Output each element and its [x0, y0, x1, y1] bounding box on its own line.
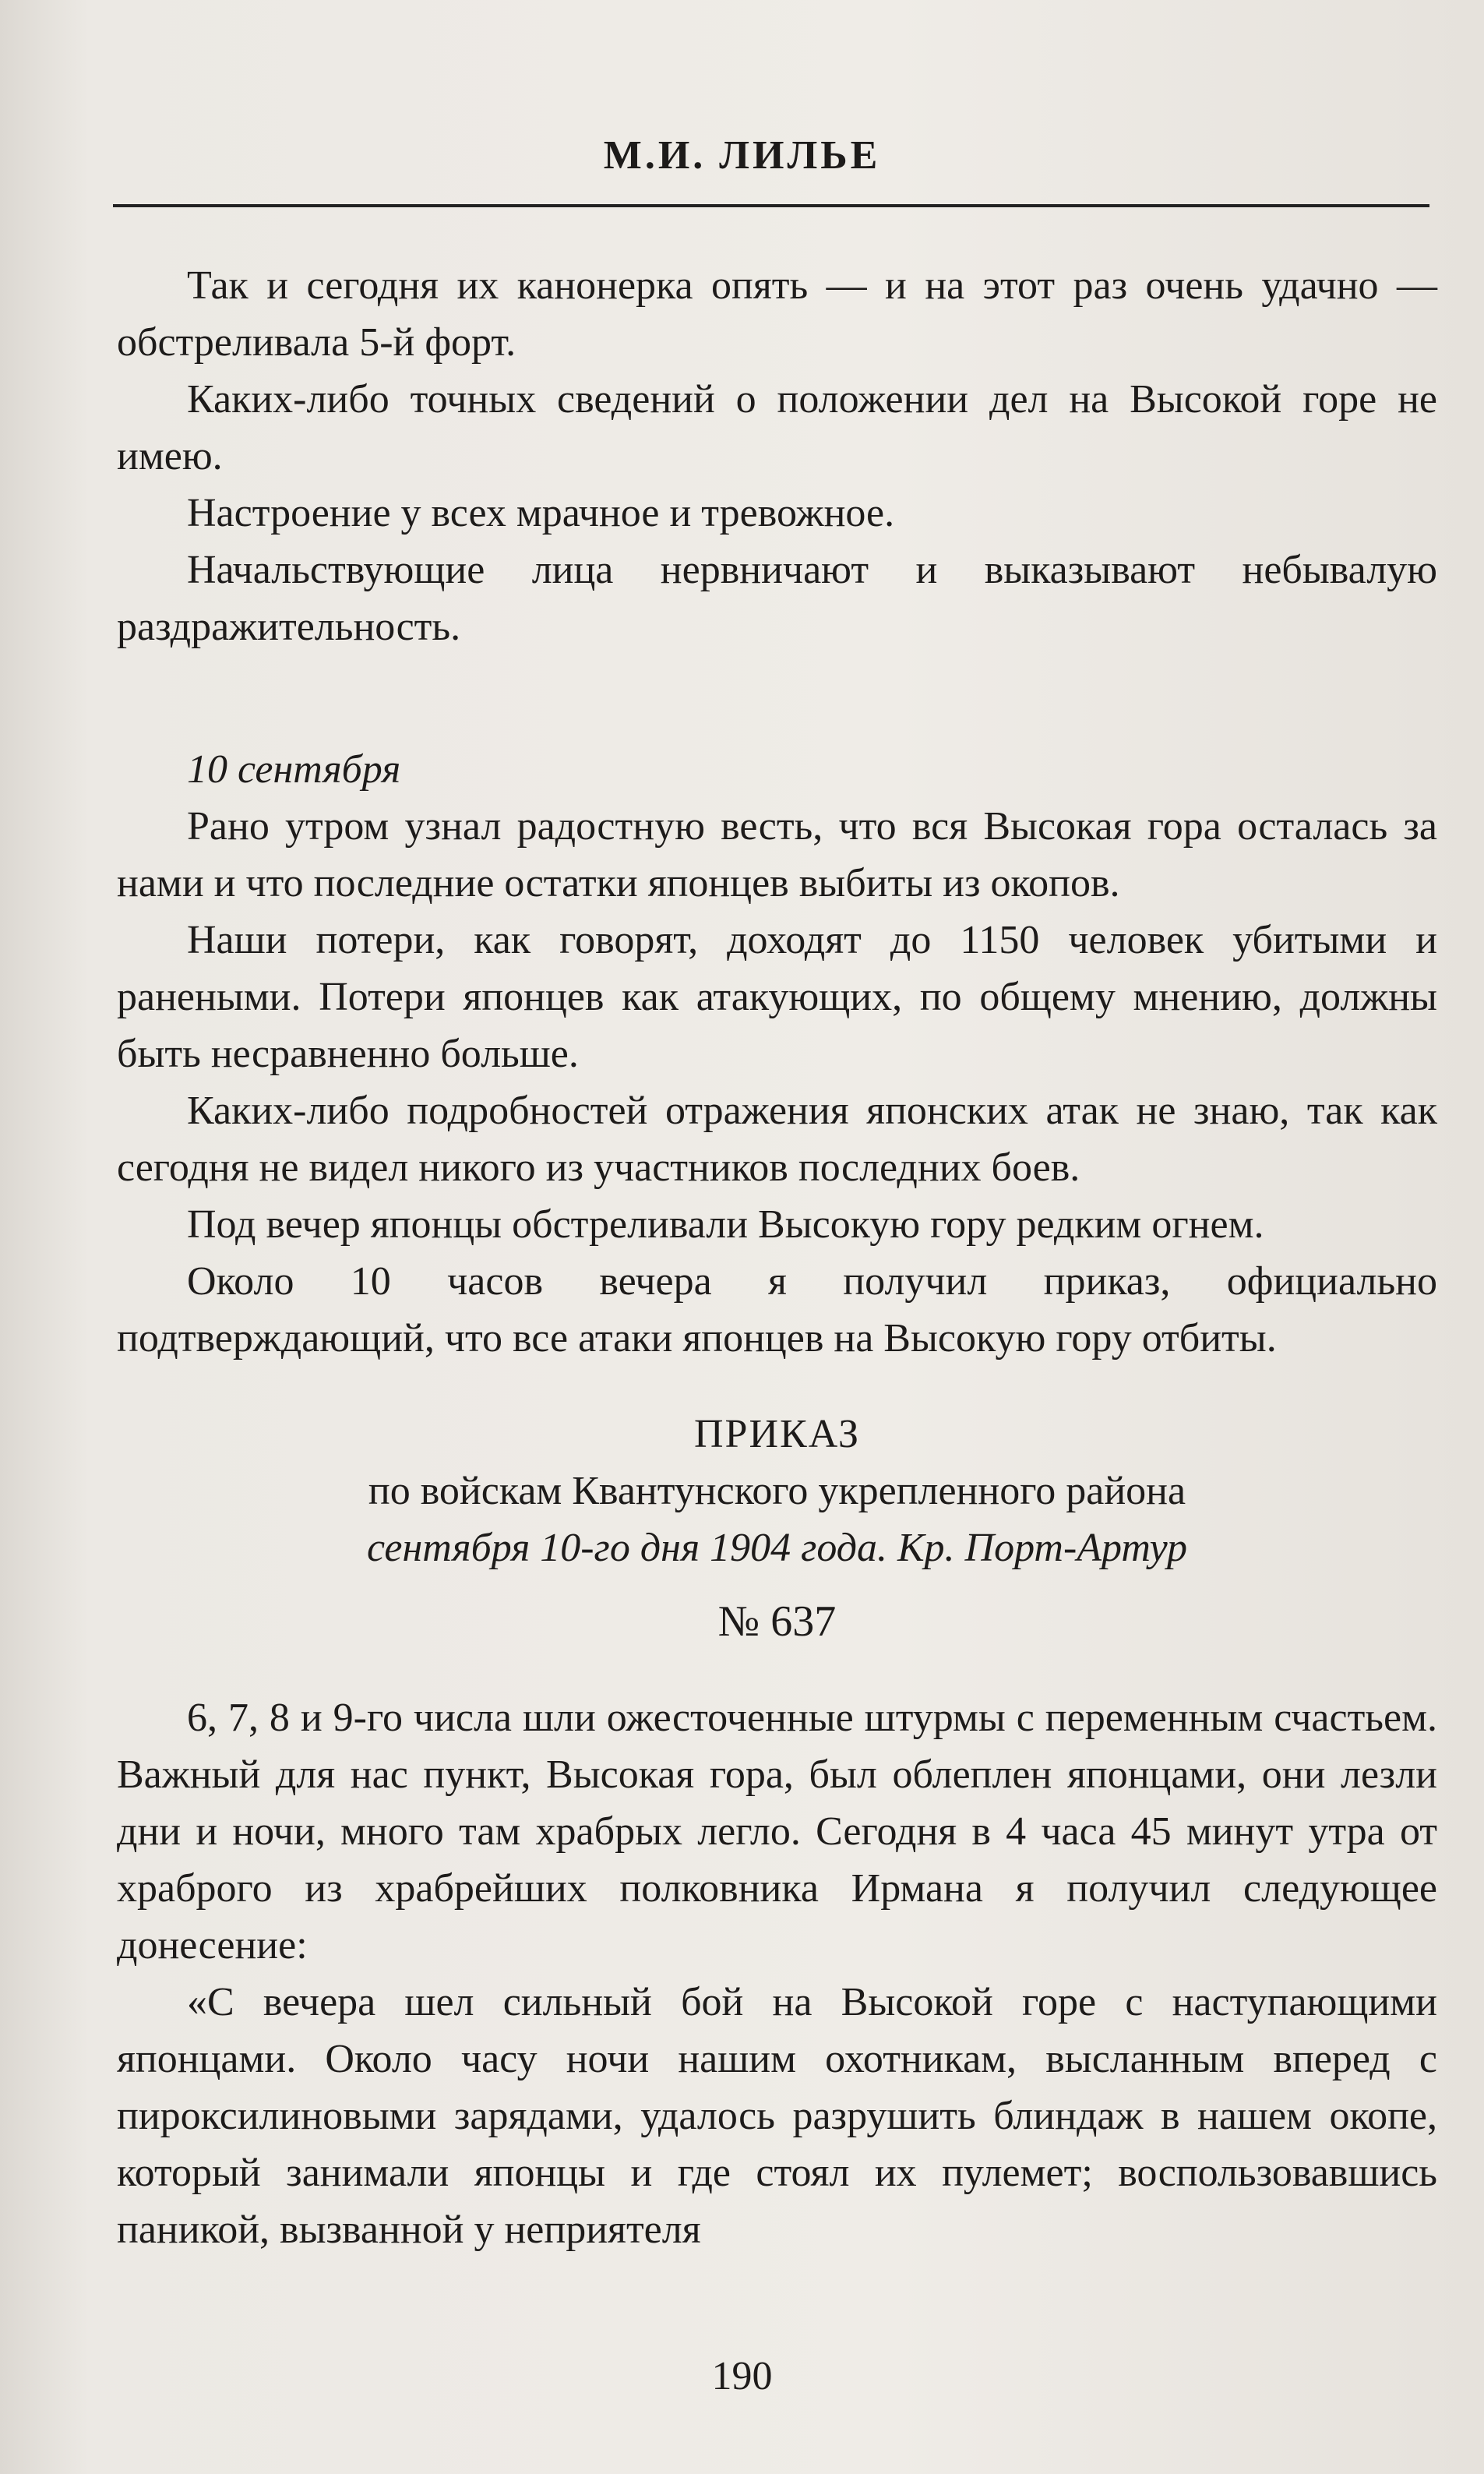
paragraph: Каких-либо точных сведений о положении дел на Высокой горе не имею.: [117, 377, 1437, 478]
paragraph: Около 10 часов вечера я получил приказ, официально подтверждающий, что все атаки японцев на Высокую гору отбиты.: [117, 1259, 1437, 1361]
paragraph: Под вечер японцы обстреливали Высокую гору редким огнем.: [187, 1202, 1264, 1247]
order-title: ПРИКАЗ: [693, 1412, 861, 1456]
paragraph: Рано утром узнал радостную весть, что вся Высокая гора осталась за нами и что последние остатки японцев выбиты из окопов.: [117, 804, 1437, 905]
order-date-place: сентября 10-го дня 1904 года. Кр. Порт-Артур: [366, 1526, 1188, 1570]
paragraph: 6, 7, 8 и 9-го числа шли ожесточенные штурмы с переменным счастьем. Важный для нас пункт, Высокая гора, был облеплен японцами, они лезли дни и ночи, много там храбрых легло. Сегодня в 4 часа 45 минут утра от храброго из храбрейших полковника Ирмана я получил следующее донесение:: [117, 1696, 1437, 1968]
paragraph: Начальствующие лица нервничают и выказывают небывалую раздражительность.: [117, 548, 1437, 649]
paragraph: Так и сегодня их канонерка опять — и на этот раз очень удачно — обстреливала 5-й форт.: [117, 263, 1437, 365]
order-number: № 637: [717, 1597, 837, 1646]
date-heading: 10 сентября: [187, 747, 401, 792]
page-number: 190: [711, 2354, 773, 2398]
paragraph: Каких-либо подробностей отражения японских атак не знаю, так как сегодня не видел никого из участников последних боев.: [117, 1089, 1437, 1190]
paragraph: Наши потери, как говорят, доходят до 1150 человек убитыми и ранеными. Потери японцев как атакующих, по общему мнению, должны быть несравненно больше.: [117, 918, 1437, 1076]
order-subtitle: по войскам Квантунского укрепленного района: [368, 1469, 1186, 1513]
order-heading-block: [117, 1406, 1437, 1650]
paragraph: Настроение у всех мрачное и тревожное.: [187, 491, 895, 535]
header-rule: [113, 204, 1429, 207]
page-body: [117, 257, 1437, 2258]
paragraph: «С вечера шел сильный бой на Высокой горе с наступающими японцами. Около часу ночи нашим охотникам, высланным вперед с пироксилиновыми зарядами, удалось разрушить блиндаж в нашем окопе, который занимали японцы и где стоял их пулемет; воспользовавшись паникой, вызванной у неприятеля: [117, 1980, 1437, 2252]
running-header: М.И. ЛИЛЬЕ: [603, 133, 881, 178]
